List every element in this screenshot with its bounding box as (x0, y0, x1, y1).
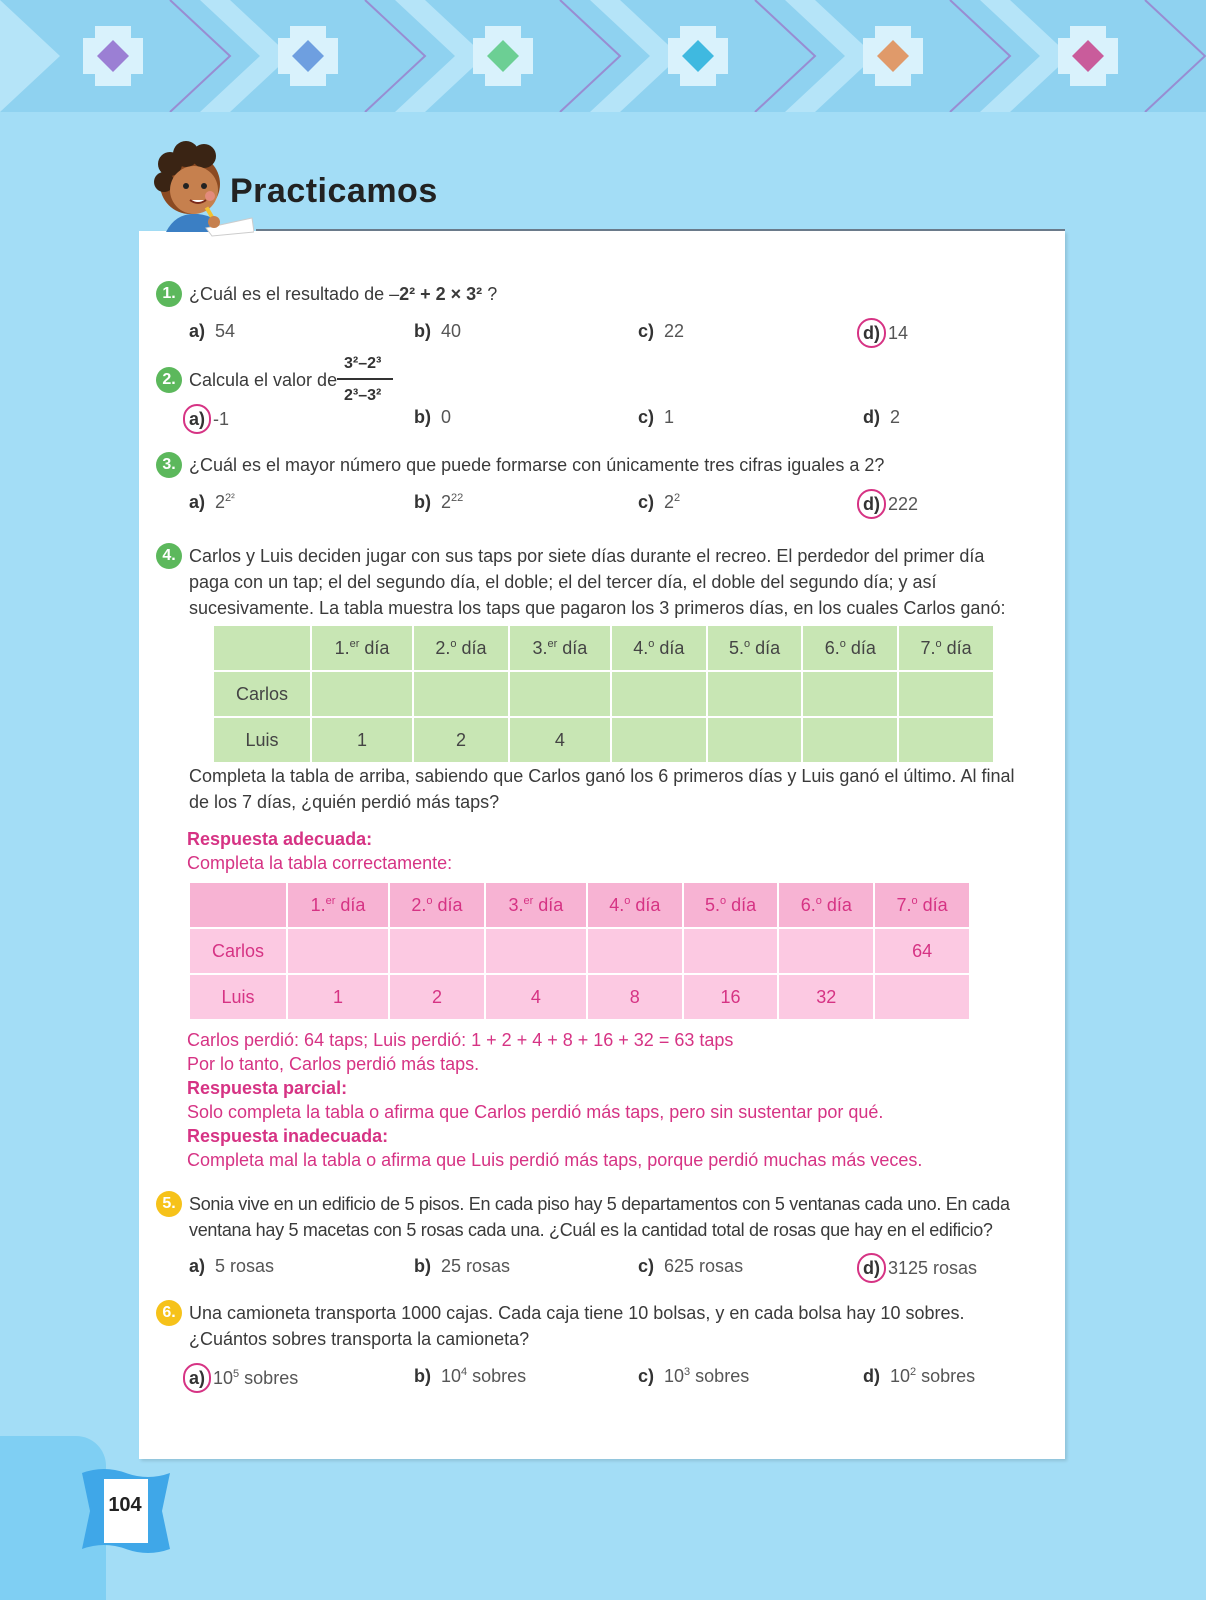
q1-option-b[interactable]: b) 40 (414, 321, 462, 341)
question-3-text: ¿Cuál es el mayor número que puede formarse con únicamente tres cifras iguales a 2? (189, 455, 885, 475)
q1-option-a[interactable]: a) 54 (189, 321, 236, 341)
q3-option-a[interactable]: a) $2^{2^2}$ (189, 492, 235, 512)
table-header-row (213, 625, 994, 671)
selected-answer-circle: d) (857, 489, 886, 519)
q5-option-b[interactable]: b) 25 rosas (414, 1256, 511, 1276)
question-2-text: Calcula el valor de (189, 370, 338, 390)
table-row-luis: Luis 1 2 4 8 16 32 (189, 974, 970, 1020)
selected-answer-circle: a) (183, 404, 211, 434)
day-7: 7.$^o$ día (898, 625, 994, 671)
q2-denominator: 2³–3² (344, 387, 382, 404)
question-1-text (189, 281, 1029, 307)
answer-adequate-sub: Completa la tabla correctamente: (187, 853, 453, 873)
q4-instruction: Completa la tabla de arriba, sabiendo que Carlos ganó los 6 primeros días y Luis ganó el último. Al final de los 7 días, ¿quién perdió más taps? (189, 766, 1015, 812)
q1-text-post: ? (482, 284, 498, 304)
question-6-badge: 6. (156, 1300, 182, 1326)
q3-option-b[interactable]: b) $2^{22}$ (414, 492, 464, 512)
q6-option-a[interactable]: a) $10^5$ sobres (189, 1363, 298, 1393)
day-5: 5.$^o$ día (683, 882, 779, 928)
row-label: Luis (189, 974, 287, 1020)
table-header-row (189, 882, 970, 928)
day-7: 7.$^o$ día (874, 882, 970, 928)
day-2: 2.$^o$ día (389, 882, 485, 928)
day-2: 2.$^o$ día (413, 625, 509, 671)
page-title: Practicamos (230, 172, 438, 210)
page-number: 104 (108, 1494, 142, 1516)
question-5-badge: 5. (156, 1191, 182, 1217)
question-4-badge: 4. (156, 543, 182, 569)
row-label: Carlos (189, 928, 287, 974)
title-underline (256, 229, 1065, 231)
day-4: 4.$^o$ día (611, 625, 707, 671)
day-1: 1.$^{er}$ día (287, 882, 389, 928)
day-3: 3.$^{er}$ día (509, 625, 611, 671)
selected-answer-circle: d) (857, 1253, 886, 1283)
q6-option-b[interactable]: b) $10^4$ sobres (414, 1366, 527, 1386)
day-6: 6.$^o$ día (778, 882, 874, 928)
answer-inadequate-title: Respuesta inadecuada: (187, 1126, 389, 1146)
day-3: 3.$^{er}$ día (485, 882, 587, 928)
table-row-carlos: Carlos 64 (189, 928, 970, 974)
q6-option-d[interactable]: d) $10^2$ sobres (863, 1366, 976, 1386)
row-label: Carlos (213, 671, 311, 717)
q1-option-c[interactable]: c) 22 (638, 321, 685, 341)
answer-partial-title: Respuesta parcial: (187, 1078, 348, 1098)
question-5-text: Sonia vive en un edificio de 5 pisos. En cada piso hay 5 departamentos con 5 ventanas cada uno. En cada ventana hay 5 macetas con 5 rosas cada una. ¿Cuál es la cantidad total de rosas que hay en el edificio? (189, 1194, 1010, 1240)
q2-option-b[interactable]: b) 0 (414, 407, 452, 427)
table-row-carlos (213, 671, 994, 717)
q2-option-d[interactable]: d) 2 (863, 407, 901, 427)
table-row-luis: Luis 1 2 4 (213, 717, 994, 763)
question-6-text: Una camioneta transporta 1000 cajas. Cada caja tiene 10 bolsas, y en cada bolsa hay 10 sobres. ¿Cuántos sobres transporta la camioneta? (189, 1303, 965, 1349)
selected-answer-circle: d) (857, 318, 886, 348)
q5-option-d[interactable]: d) 3125 rosas (863, 1253, 977, 1283)
question-2-badge: 2. (156, 367, 182, 393)
q4-table (212, 624, 995, 764)
decorative-banner (0, 0, 1206, 112)
answer-partial-text: Solo completa la tabla o afirma que Carlos perdió más taps, pero sin sustentar por qué. (187, 1102, 884, 1122)
answer-line-2: Por lo tanto, Carlos perdió más taps. (187, 1054, 480, 1074)
answer-adequate-title: Respuesta adecuada: (187, 829, 373, 849)
day-4: 4.$^o$ día (587, 882, 683, 928)
question-4-text: Carlos y Luis deciden jugar con sus taps por siete días durante el recreo. El perdedor del primer día paga con un tap; el del segundo día, el doble; el del tercer día, el doble del segundo día; y así sucesivamente. La tabla muestra los taps que pagaron los 3 primeros días, en los cuales Carlos ganó: (189, 546, 1006, 618)
q2-option-a[interactable]: a) -1 (189, 404, 229, 434)
q2-numerator: 3²–2³ (344, 355, 382, 372)
question-3-badge: 3. (156, 452, 182, 478)
q3-option-c[interactable]: c) $2^2$ (638, 492, 681, 512)
selected-answer-circle: a) (183, 1363, 211, 1393)
q1-expression: 2² + 2 × 3² (399, 284, 483, 304)
answer-inadequate-text: Completa mal la tabla o afirma que Luis perdió más taps, porque perdió muchas más veces. (187, 1150, 923, 1170)
q2-fraction-bar (337, 378, 393, 380)
q1-text-pre: ¿Cuál es el resultado de – (189, 284, 400, 304)
answer-table (188, 881, 971, 1021)
answer-line-1: Carlos perdió: 64 taps; Luis perdió: 1 + 2 + 4 + 8 + 16 + 32 = 63 taps (187, 1030, 734, 1050)
q2-option-c[interactable]: c) 1 (638, 407, 675, 427)
q1-option-d[interactable]: d) 14 (863, 318, 908, 348)
day-6: 6.$^o$ día (802, 625, 898, 671)
question-1-badge: 1. (156, 281, 182, 307)
q6-option-c[interactable]: c) $10^3$ sobres (638, 1366, 750, 1386)
day-5: 5.$^o$ día (707, 625, 803, 671)
q5-option-a[interactable]: a) 5 rosas (189, 1256, 275, 1276)
row-label: Luis (213, 717, 311, 763)
day-1: 1.$^{er}$ día (311, 625, 413, 671)
q5-option-c[interactable]: c) 625 rosas (638, 1256, 744, 1276)
q3-option-d[interactable]: d) 222 (863, 489, 918, 519)
